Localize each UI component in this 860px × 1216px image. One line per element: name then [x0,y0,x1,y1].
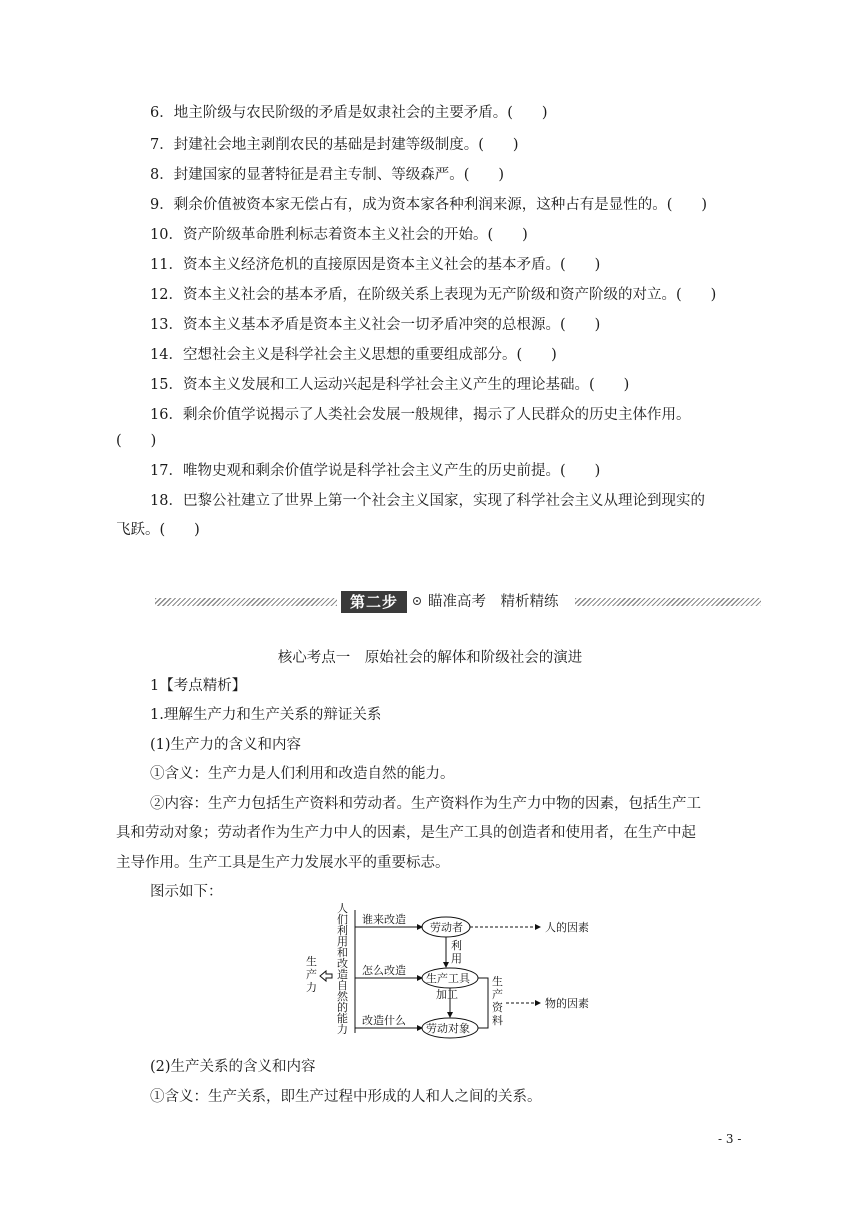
productivity-char-1: 生 [306,955,317,968]
process-label: 加工 [436,988,458,1001]
means-char-3: 资 [492,1001,503,1014]
bullet-icon [413,597,421,605]
ability-char: 力 [337,1023,348,1036]
means-bracket [478,978,488,1028]
question-16: 16．剩余价值学说揭示了人类社会发展一般规律，揭示了人民群众的历史主体作用。 [150,407,691,423]
question-16-answer-blank: ( ) [116,433,157,449]
section-badge: 第二步 [341,591,407,613]
content-paragraph: ②内容：生产力包括生产资料和劳动者。生产资料作为生产力中物的因素，包括生产工 [150,796,701,812]
question-12: 12．资本主义社会的基本矛盾，在阶级关系上表现为无产阶级和资产阶级的对立。( ) [150,287,717,303]
question-18: 18．巴黎公社建立了世界上第一个社会主义国家，实现了科学社会主义从理论到现实的 [150,493,705,509]
section-label: 瞄准高考 精析精练 [428,594,559,610]
use-char-1: 利 [451,939,462,952]
subheading-1-1: (1)生产力的含义和内容 [150,737,302,753]
question-18-continued: 飞跃。( ) [116,522,200,538]
ability-char: 然 [337,990,348,1003]
productivity-label [306,954,317,994]
material-factor-label: 物的因素 [545,997,589,1010]
question-10: 10．资产阶级革命胜利标志着资本主义社会的开始。( ) [150,227,528,243]
who-label: 谁来改造 [362,913,406,926]
use-char-2: 用 [451,952,462,965]
ability-char: 利 [337,924,348,937]
double-arrow-icon [320,971,332,981]
tool-label: 生产工具 [426,972,470,985]
object-label: 劳动对象 [426,1022,470,1035]
ability-char: 能 [337,1012,348,1025]
question-14: 14．空想社会主义是科学社会主义思想的重要组成部分。( ) [150,347,557,363]
question-6: 6．地主阶级与农民阶级的矛盾是奴隶社会的主要矛盾。( ) [150,105,548,121]
content-paragraph-line-3: 主导作用。生产工具是生产力发展水平的重要标志。 [116,855,450,871]
ability-char: 和 [337,946,348,959]
question-8: 8．封建国家的显著特征是君主专制、等级森严。( ) [150,167,505,183]
human-factor-label: 人的因素 [545,921,589,934]
means-char-2: 产 [492,988,503,1001]
ability-label [337,903,349,1036]
means-label [492,974,504,1027]
productivity-char-2: 产 [306,968,317,981]
how-label: 怎么改造 [362,964,406,977]
productivity-diagram [290,903,610,1048]
ability-char: 自 [337,979,348,992]
question-13: 13．资本主义基本矛盾是资本主义社会一切矛盾冲突的总根源。( ) [150,317,601,333]
ability-char: 人 [337,903,348,915]
section-heading: 核心考点一 原始社会的解体和阶级社会的演进 [277,650,583,666]
ability-char: 们 [337,913,348,926]
subheading-1: 1.理解生产力和生产关系的辩证关系 [150,707,382,723]
question-11: 11．资本主义经济危机的直接原因是资本主义社会的基本矛盾。( ) [150,257,601,273]
divider-hatch-right [575,598,761,606]
content-paragraph-line-2: 具和劳动对象；劳动者作为生产力中人的因素，是生产工具的创造者和使用者，在生产中起 [116,825,696,841]
subheading-1-2: (2)生产关系的含义和内容 [150,1059,316,1075]
question-17: 17．唯物史观和剩余价值学说是科学社会主义产生的历史前提。( ) [150,463,601,479]
ability-char: 的 [337,1001,348,1014]
definition-paragraph: ①含义：生产力是人们利用和改造自然的能力。 [150,766,455,782]
what-label: 改造什么 [362,1014,406,1027]
relations-definition: ①含义：生产关系，即生产过程中形成的人和人之间的关系。 [150,1089,542,1105]
ability-char: 改 [337,957,348,970]
ability-char: 造 [337,968,348,981]
section-divider [155,590,761,614]
means-char-4: 料 [492,1014,503,1027]
means-char-1: 生 [492,975,503,988]
divider-hatch-left [155,598,337,606]
question-9: 9．剩余价值被资本家无偿占有，成为资本家各种利润来源，这种占有是显性的。( ) [150,197,708,213]
page-number: - 3 - [718,1132,742,1146]
laborer-label: 劳动者 [430,921,463,934]
diagram-intro: 图示如下： [150,884,223,900]
ability-char: 用 [337,935,348,948]
productivity-char-3: 力 [306,981,317,994]
question-15: 15．资本主义发展和工人运动兴起是科学社会主义产生的理论基础。( ) [150,377,630,393]
question-7: 7．封建社会地主剥削农民的基础是封建等级制度。( ) [150,137,519,153]
analysis-tag: 1【考点精析】 [150,678,247,694]
